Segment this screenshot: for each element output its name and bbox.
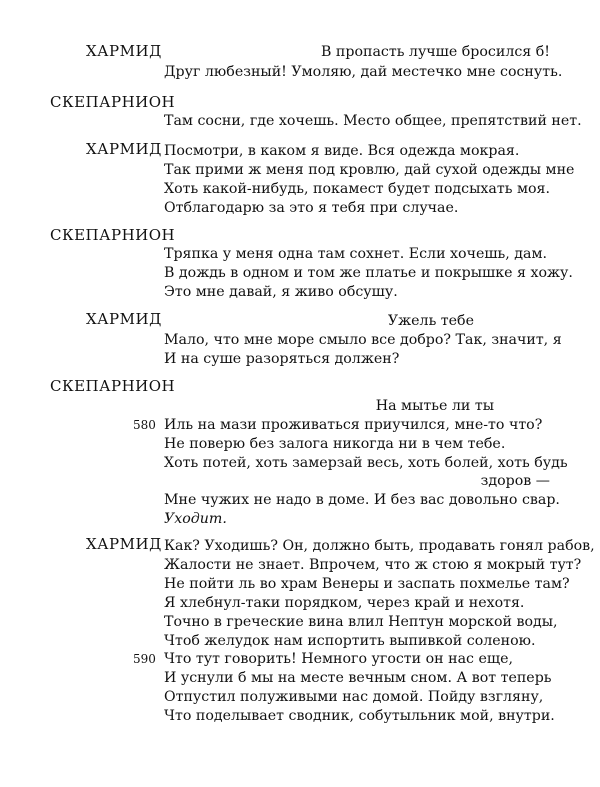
verse-line: Не поверю без залога никогда ни в чем тебе. xyxy=(164,436,506,452)
stage-direction: Уходит. xyxy=(164,511,227,527)
verse-line: Мне чужих не надо в доме. И без вас довольно свар. xyxy=(164,492,560,508)
speaker-name: СКЕПАРНИОН xyxy=(50,93,176,111)
speaker-name: ХАРМИД xyxy=(86,42,162,60)
verse-line: Мало, что мне море смыло все добро? Так, значит, я xyxy=(164,332,562,348)
verse-line: Так прими ж меня под кровлю, дай сухой одежды мне xyxy=(164,162,575,178)
verse-line-continuation: здоров — xyxy=(480,473,550,489)
verse-line: Хоть потей, хоть замерзай весь, хоть болей, хоть будь xyxy=(164,455,568,471)
line-number: 590 xyxy=(133,652,156,666)
verse-line: В дождь в одном и том же платье и покрышке я хожу. xyxy=(164,265,573,281)
speaker-name: ХАРМИД xyxy=(86,140,162,158)
verse-line: Тряпка у меня одна там сохнет. Если хочешь, дам. xyxy=(164,246,548,262)
verse-line: Там сосни, где хочешь. Место общее, препятствий нет. xyxy=(164,113,582,129)
verse-line: Ужель тебе xyxy=(387,313,474,329)
verse-line: И на суше разоряться должен? xyxy=(164,351,400,367)
speaker-name: ХАРМИД xyxy=(86,535,162,553)
verse-line: Это мне давай, я живо обсушу. xyxy=(164,284,398,300)
speaker-name: СКЕПАРНИОН xyxy=(50,226,176,244)
speaker-name: СКЕПАРНИОН xyxy=(50,377,176,395)
verse-line: Чтоб желудок нам испортить выпивкой соленою. xyxy=(164,633,536,649)
verse-line: Точно в греческие вина влил Нептун морской воды, xyxy=(164,614,558,630)
verse-line: Друг любезный! Умоляю, дай местечко мне соснуть. xyxy=(164,64,563,80)
verse-line: Хоть какой-нибудь, покамест будет подсыхать моя. xyxy=(164,181,550,197)
verse-line: Отпустил полуживыми нас домой. Пойду взгляну, xyxy=(164,689,544,705)
verse-line: Иль на мази проживаться приучился, мне-то что? xyxy=(164,417,543,433)
line-number: 580 xyxy=(133,418,156,432)
verse-line: Посмотри, в каком я виде. Вся одежда мокрая. xyxy=(164,143,520,159)
verse-line: Отблагодарю за это я тебя при случае. xyxy=(164,200,459,216)
verse-line: Жалости не знает. Впрочем, что ж стою я мокрый тут? xyxy=(164,557,582,573)
verse-line: Я хлебнул-таки порядком, через край и нехотя. xyxy=(164,595,525,611)
verse-line: В пропасть лучше бросился б! xyxy=(320,44,550,60)
speaker-name: ХАРМИД xyxy=(86,310,162,328)
verse-line: И уснули б мы на месте вечным сном. А вот теперь xyxy=(164,670,552,686)
verse-line: Как? Уходишь? Он, должно быть, продавать гонял рабов, xyxy=(164,538,595,554)
verse-line: На мытье ли ты xyxy=(375,398,494,414)
verse-line: Не пойти ль во храм Венеры и заспать похмелье там? xyxy=(164,576,570,592)
verse-line: Что поделывает сводник, собутыльник мой, внутри. xyxy=(164,708,555,724)
verse-line: Что тут говорить! Немного угости он нас еще, xyxy=(164,651,513,667)
